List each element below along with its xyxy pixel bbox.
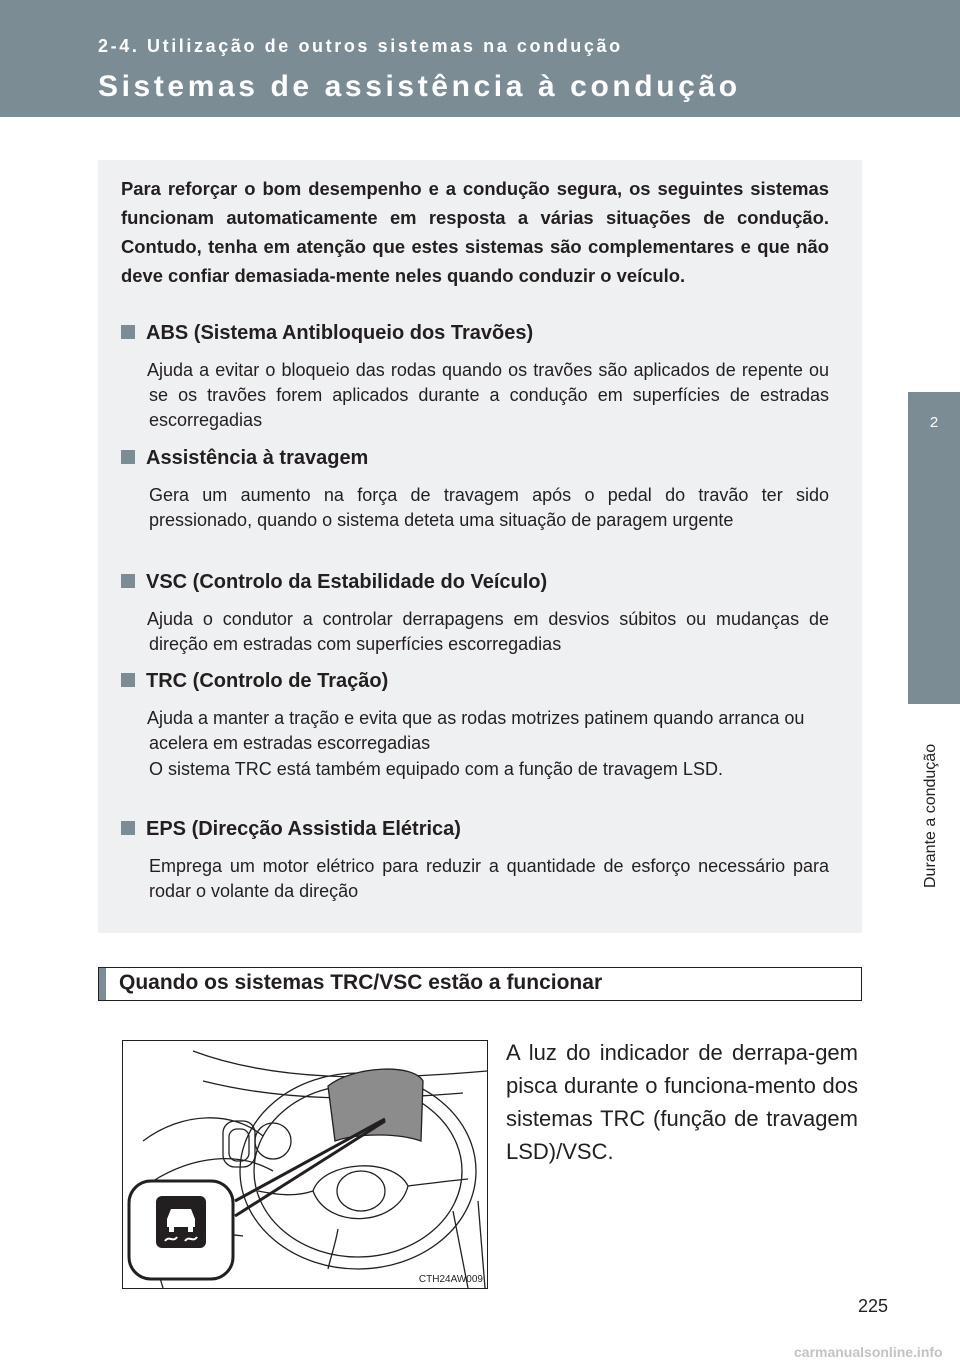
info-box — [98, 160, 862, 933]
section-heading-text: ABS (Sistema Antibloqueio dos Travões) — [146, 322, 534, 344]
heading-accent — [99, 968, 106, 1000]
section-heading-abs — [121, 322, 533, 345]
section-heading-text: Assistência à travagem — [146, 447, 369, 469]
bullet-square-icon — [121, 574, 135, 588]
dashboard-drawing — [123, 1041, 487, 1288]
subsection-title: Quando os sistemas TRC/VSC estão a funcionar — [119, 971, 603, 994]
chapter-side-tab — [908, 392, 960, 888]
skid-indicator-icon — [156, 1196, 206, 1248]
section-text-vsc: Ajuda o condutor a controlar derrapagens em desvios súbitos ou mudanças de direção em estradas com superfícies escorregadias — [147, 609, 829, 654]
subsection-paragraph: A luz do indicador de derrapa-gem pisca durante o funciona-mento dos sistemas TRC (função de travagem LSD)/VSC. — [506, 1040, 858, 1164]
bullet-square-icon — [121, 325, 135, 339]
section-text-eps: Emprega um motor elétrico para reduzir a quantidade de esforço necessário para rodar o volante da direção — [149, 856, 829, 901]
section-heading-text: TRC (Controlo de Tração) — [146, 670, 389, 692]
dashboard-illustration — [122, 1040, 488, 1289]
page-header — [0, 0, 960, 117]
section-heading-text: EPS (Direcção Assistida Elétrica) — [146, 818, 461, 840]
section-text-trc: Ajuda a manter a tração e evita que as rodas motrizes patinem quando arranca ou acelera em estradas escorregadias — [147, 708, 805, 753]
subsection-heading-bar — [98, 967, 862, 1001]
section-heading-brake-assist — [121, 447, 368, 470]
figure-code: CTH24AW009 — [418, 1274, 483, 1285]
section-heading-vsc — [121, 571, 547, 594]
section-heading-eps — [121, 818, 461, 841]
bullet-square-icon — [121, 673, 135, 687]
chapter-label: Durante a condução — [922, 743, 939, 888]
section-heading-text: VSC (Controlo da Estabilidade do Veículo) — [146, 571, 548, 593]
page-title: Sistemas de assistência à condução — [98, 70, 741, 103]
intro-paragraph: Para reforçar o bom desempenho e a condução segura, os seguintes sistemas funcionam automaticamente em resposta a várias situações de condução. Contudo, tenha em atenção que estes sistemas são complementares e que não deve confiar demasiada-mente neles quando conduzir o veículo. — [121, 178, 829, 286]
page-number: 225 — [858, 1296, 889, 1316]
bullet-square-icon — [121, 821, 135, 835]
section-text-brake-assist: Gera um aumento na força de travagem após o pedal do travão ter sido pressionado, quando o sistema deteta uma situação de paragem urgente — [149, 485, 829, 530]
watermark: carmanualsonline.info — [794, 1344, 943, 1360]
bullet-square-icon — [121, 450, 135, 464]
section-text-abs: Ajuda a evitar o bloqueio das rodas quando os travões são aplicados de repente ou se os travões forem aplicados durante a condução em superfícies de estradas escorregadias — [147, 360, 829, 430]
chapter-number: 2 — [929, 414, 939, 431]
chapter-subtitle: 2-4. Utilização de outros sistemas na condução — [98, 36, 623, 56]
section-heading-trc — [121, 670, 388, 693]
section-text-trc-lsd: O sistema TRC está também equipado com a função de travagem LSD. — [149, 759, 723, 779]
